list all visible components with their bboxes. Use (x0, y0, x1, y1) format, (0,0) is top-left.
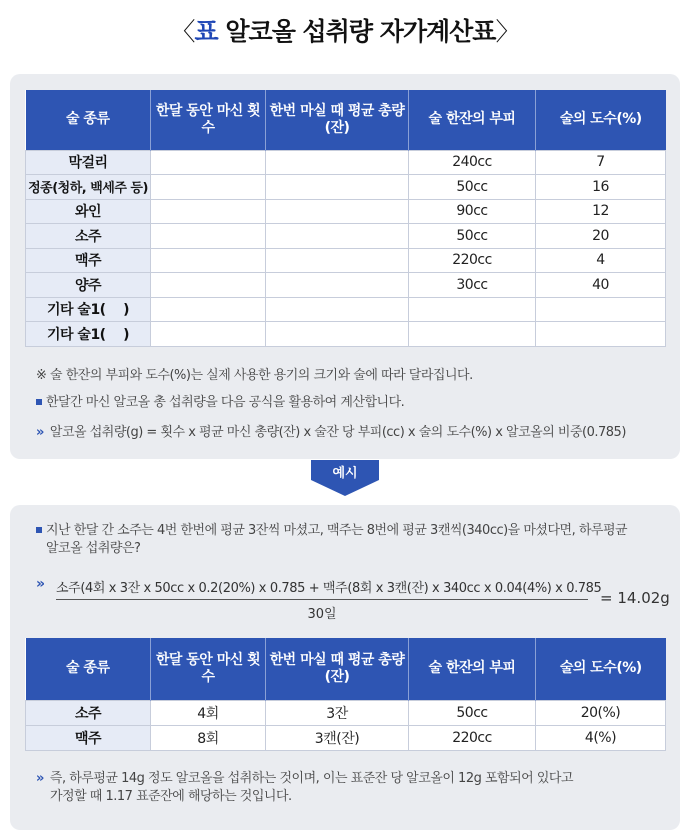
avg-cell[interactable] (266, 199, 409, 224)
example-formula (56, 577, 602, 622)
table-row (26, 224, 666, 249)
volume-cell[interactable] (409, 322, 536, 347)
count-cell[interactable] (151, 199, 266, 224)
table-row (26, 700, 666, 725)
example-arrow (305, 458, 385, 498)
header-abv: 술의 도수(%) (536, 638, 666, 700)
title-text: 알코올 섭취량 자가계산표 (217, 17, 496, 46)
square-bullet-icon (36, 399, 42, 405)
count-cell[interactable] (151, 150, 266, 175)
conclusion-line2: 가정할 때 1.17 표준잔에 해당하는 것입니다. (50, 789, 292, 804)
title-prefix: 표 (194, 17, 218, 46)
abv-cell: 40 (536, 273, 666, 298)
volume-cell: 220cc (409, 725, 536, 750)
formula-denominator: 30일 (307, 607, 337, 622)
header-count: 한달 동안 마신 횟수 (151, 90, 266, 150)
self-calc-table (25, 90, 666, 347)
count-cell[interactable] (151, 175, 266, 200)
row-name: 막걸리 (26, 150, 151, 175)
double-chevron-icon: » (36, 576, 46, 592)
formula-line (36, 421, 626, 440)
row-name: 맥주 (26, 248, 151, 273)
abv-cell: 4 (536, 248, 666, 273)
row-name: 소주 (26, 224, 151, 249)
double-chevron-icon: » (36, 771, 44, 786)
header-avg: 한번 마실 때 평균 총량(잔) (266, 90, 409, 150)
count-cell[interactable] (151, 297, 266, 322)
table-header-row (26, 90, 666, 150)
table-row (26, 150, 666, 175)
row-name: 정종(청하, 백세주 등) (26, 175, 151, 200)
header-volume: 술 한잔의 부피 (409, 638, 536, 700)
avg-cell[interactable] (266, 175, 409, 200)
abv-cell: 20(%) (536, 700, 666, 725)
double-chevron-icon: » (36, 425, 44, 440)
example-question-line1: 지난 한달 간 소주는 4번 한번에 평균 3잔씩 마셨고, 맥주는 8번에 평균 3캔씩(340cc)을 마셨다면, 하루평균 (36, 522, 627, 540)
note-volume-abv: ※ 술 한잔의 부피와 도수(%)는 실제 사용한 용기의 크기와 술에 따라 달라집니다. (36, 368, 473, 383)
abv-cell: 7 (536, 150, 666, 175)
table-row (26, 199, 666, 224)
avg-cell[interactable] (266, 297, 409, 322)
count-cell: 8회 (151, 725, 266, 750)
header-abv: 술의 도수(%) (536, 90, 666, 150)
count-cell[interactable] (151, 248, 266, 273)
header-volume: 술 한잔의 부피 (409, 90, 536, 150)
avg-cell[interactable] (266, 273, 409, 298)
volume-cell: 30cc (409, 273, 536, 298)
square-bullet-icon (36, 527, 42, 533)
table-row (26, 248, 666, 273)
avg-cell[interactable] (266, 150, 409, 175)
note-method (36, 391, 404, 410)
abv-cell: 20 (536, 224, 666, 249)
volume-cell: 90cc (409, 199, 536, 224)
table-row (26, 322, 666, 347)
title-open-bracket: 〈 (170, 17, 195, 46)
avg-cell[interactable] (266, 322, 409, 347)
example-question-line2: 알코올 섭취량은? (46, 541, 141, 556)
volume-cell: 50cc (409, 175, 536, 200)
header-type: 술 종류 (26, 638, 151, 700)
table-row (26, 175, 666, 200)
abv-cell: 4(%) (536, 725, 666, 750)
conclusion-line1: » 즉, 하루평균 14g 정도 알코올을 섭취하는 것이며, 이는 표준잔 당 알코올이 12g 포함되어 있다고 (36, 771, 574, 786)
count-cell[interactable] (151, 224, 266, 249)
avg-cell[interactable] (266, 224, 409, 249)
row-name: 양주 (26, 273, 151, 298)
avg-cell[interactable] (266, 248, 409, 273)
formula-text: 알코올 섭취량(g) = 횟수 x 평균 마신 총량(잔) x 술잔 당 부피(cc) x 술의 도수(%) x 알코올의 비중(0.785) (49, 425, 626, 440)
volume-cell[interactable] (409, 297, 536, 322)
row-name: 맥주 (26, 725, 151, 750)
volume-cell: 240cc (409, 150, 536, 175)
example-table (25, 638, 666, 751)
formula-numerator: 소주(4회 x 3잔 x 50cc x 0.2(20%) x 0.785 + 맥주(8회 x 3캔(잔) x 340cc x 0.04(4%) x 0.785 (56, 577, 588, 600)
row-name: 기타 술1( ) (26, 322, 151, 347)
table-row (26, 297, 666, 322)
volume-cell: 220cc (409, 248, 536, 273)
abv-cell: 16 (536, 175, 666, 200)
note-method-text: 한달간 마신 알코올 총 섭취량을 다음 공식을 활용하여 계산합니다. (46, 395, 405, 410)
avg-cell: 3캔(잔) (266, 725, 409, 750)
row-name: 와인 (26, 199, 151, 224)
count-cell: 4회 (151, 700, 266, 725)
header-avg: 한번 마실 때 평균 총량(잔) (266, 638, 409, 700)
table-header-row (26, 638, 666, 700)
header-type: 술 종류 (26, 90, 151, 150)
page-title (0, 12, 690, 48)
table-row (26, 273, 666, 298)
formula-result: = 14.02g (600, 589, 670, 607)
volume-cell: 50cc (409, 224, 536, 249)
abv-cell: 12 (536, 199, 666, 224)
example-label: 예시 (332, 466, 358, 481)
abv-cell[interactable] (536, 297, 666, 322)
title-close-bracket: 〉 (495, 17, 520, 46)
row-name: 소주 (26, 700, 151, 725)
conclusion (36, 770, 573, 806)
count-cell[interactable] (151, 273, 266, 298)
count-cell[interactable] (151, 322, 266, 347)
header-count: 한달 동안 마신 횟수 (151, 638, 266, 700)
abv-cell[interactable] (536, 322, 666, 347)
example-question (36, 522, 627, 558)
avg-cell: 3잔 (266, 700, 409, 725)
row-name: 기타 술1( ) (26, 297, 151, 322)
table-row (26, 725, 666, 750)
volume-cell: 50cc (409, 700, 536, 725)
